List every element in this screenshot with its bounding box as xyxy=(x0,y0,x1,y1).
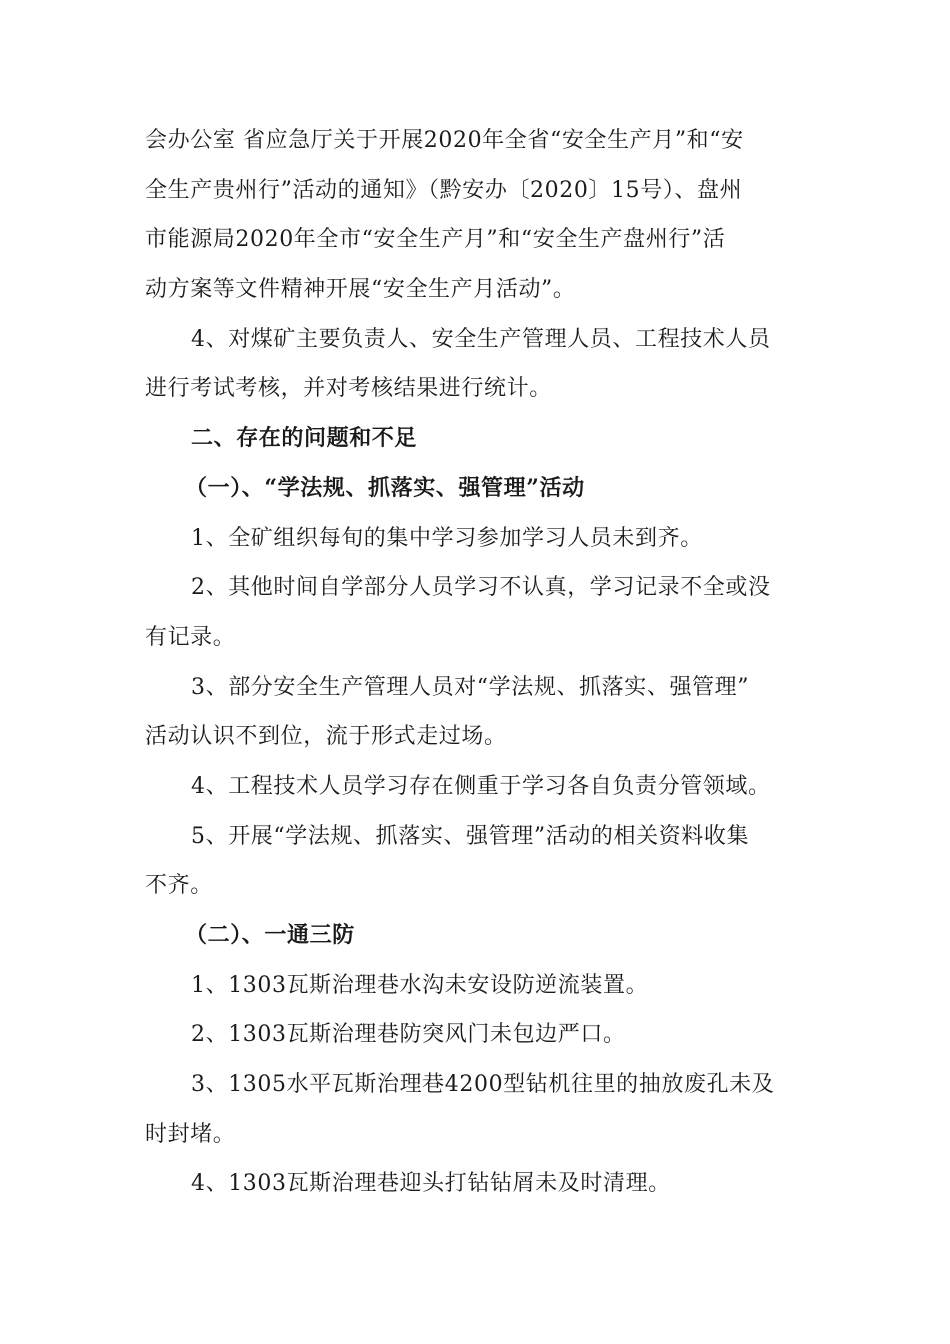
text-line: 全生产贵州行”活动的通知》（黔安办〔2020〕15号）、盘州 xyxy=(145,177,743,203)
text-line: 活动认识不到位，流于形式走过场。 xyxy=(145,724,507,750)
text-line: 会办公室 省应急厅关于开展2020年全省“安全生产月”和“安 xyxy=(145,128,744,153)
section-heading: 二、存在的问题和不足 xyxy=(191,425,418,452)
text-line: 市能源局2020年全市“安全生产月”和“安全生产盘州行”活 xyxy=(145,227,726,253)
text-line: 1、全矿组织每旬的集中学习参加学习人员未到齐。 xyxy=(191,525,703,551)
text-line: 4、工程技术人员学习存在侧重于学习各自负责分管领域。 xyxy=(191,773,771,799)
text-line: 动方案等文件精神开展“安全生产月活动”。 xyxy=(145,277,576,303)
document-page xyxy=(145,116,810,1209)
text-line: 2、其他时间自学部分人员学习不认真，学习记录不全或没 xyxy=(191,575,771,601)
text-line: 3、部分安全生产管理人员对“学法规、抓落实、强管理” xyxy=(191,674,750,700)
text-line: 不齐。 xyxy=(145,873,213,899)
text-line: 4、对煤矿主要负责人、安全生产管理人员、工程技术人员 xyxy=(191,326,771,352)
subsection-heading: （二）、一通三防 xyxy=(185,922,355,948)
text-line: 4、1303瓦斯治理巷迎头打钻钻屑未及时清理。 xyxy=(191,1171,671,1197)
subsection-heading: （一）、“学法规、抓落实、强管理”活动 xyxy=(185,474,585,501)
text-line: 3、1305水平瓦斯治理巷4200型钻机往里的抽放废孔未及 xyxy=(191,1072,775,1098)
text-line: 1、1303瓦斯治理巷水沟未安设防逆流装置。 xyxy=(191,972,649,998)
text-line: 时封堵。 xyxy=(145,1121,236,1147)
text-line: 2、1303瓦斯治理巷防突风门未包边严口。 xyxy=(191,1022,626,1048)
text-line: 有记录。 xyxy=(145,624,236,650)
text-line: 5、开展“学法规、抓落实、强管理”活动的相关资料收集 xyxy=(191,823,750,849)
text-line: 进行考试考核，并对考核结果进行统计。 xyxy=(145,376,552,402)
